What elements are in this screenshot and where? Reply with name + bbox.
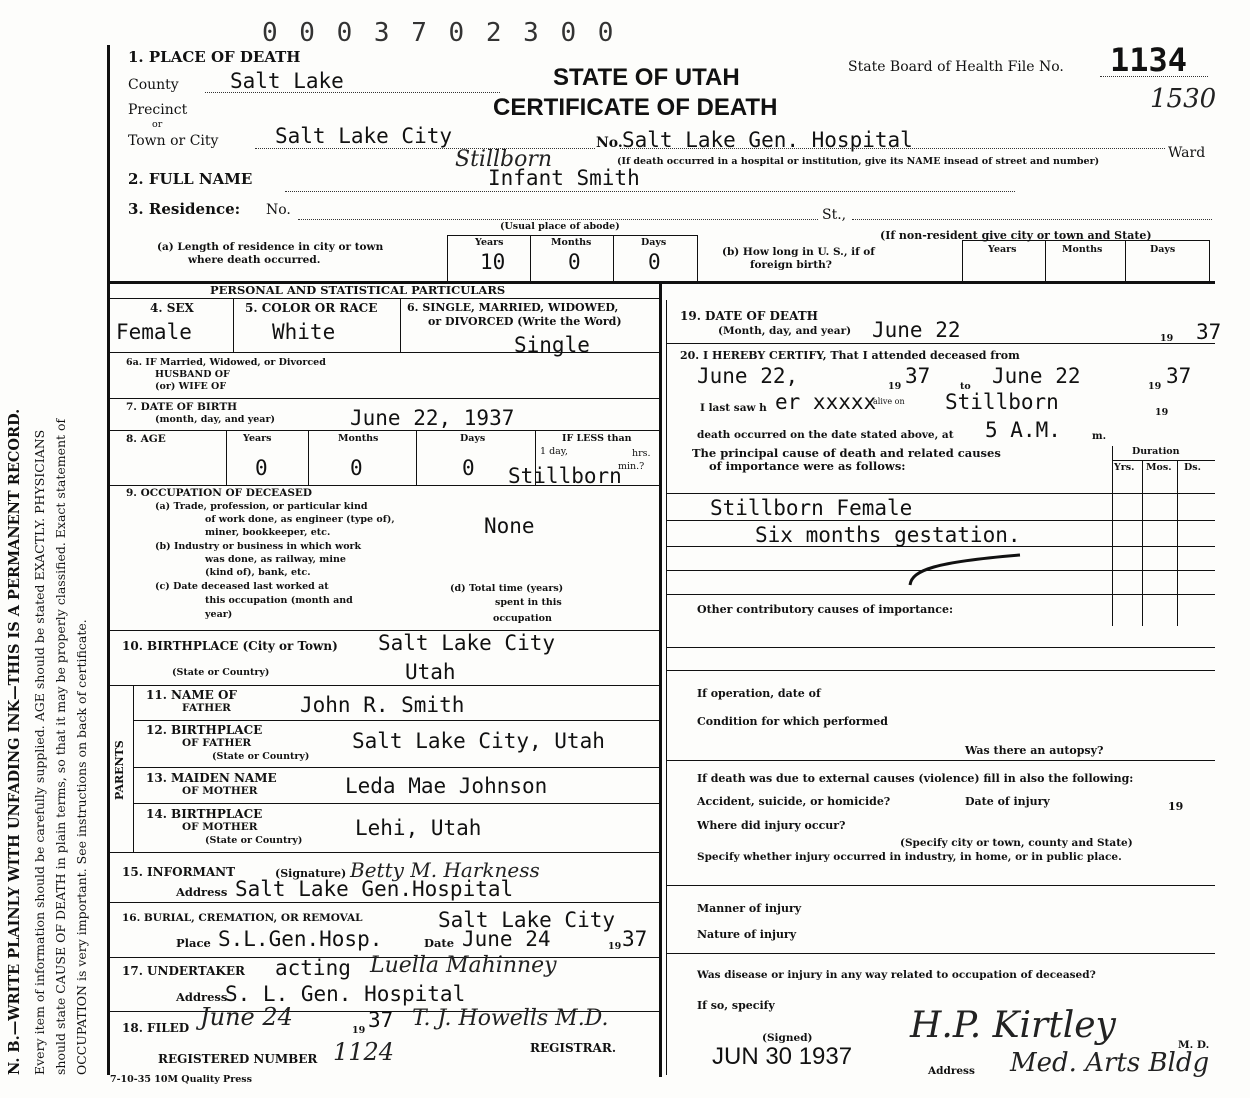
us-months-label: Months [1062,244,1103,255]
birthplace-city: Salt Lake City [378,631,556,655]
registered-number-label: REGISTERED NUMBER [158,1052,318,1066]
disease-label: Was disease or injury in any way related to occupation of deceased? [697,969,1096,981]
town-value: Salt Lake City [275,124,453,148]
father-bp-label-a: 12. BIRTHPLACE [146,723,263,737]
spouse-label-a: 6a. IF Married, Widowed, or Divorced [126,357,326,368]
length-label-a: (a) Length of residence in city or town [157,241,384,253]
res-years-value: 10 [480,250,506,274]
parents-label: PARENTS [113,740,126,800]
registrar-signature: T. J. Howells M.D. [412,1006,609,1031]
us-years-label: Years [988,244,1017,255]
hospital-note: (If death occurred in a hospital or institution, give its NAME insead of street and number) [617,156,1100,167]
undertaker-signature: Luella Mahinney [370,953,557,978]
undertaker-label: 17. UNDERTAKER [122,964,245,978]
age-years-value: 0 [255,456,268,480]
res-days-label: Days [641,237,667,248]
certify-label: 20. I HEREBY CERTIFY, That I attended deceased from [680,349,1020,362]
residence-no-label: No. [266,202,291,218]
us-label-a: (b) How long in U. S., if of [722,246,875,258]
cause-2: Six months gestation. [755,523,1021,547]
less-label-d: min.? [618,461,645,472]
injury-date-label: Date of injury [965,795,1050,808]
dob-label-b: (month, day, and year) [155,414,275,425]
mother-bp-label-b: OF MOTHER [182,821,258,833]
occ-d1: (d) Total time (years) [450,583,564,594]
sidebar-line-3: should state CAUSE OF DEATH in plain terms, so that it may be properly classified. Exact statement of [53,418,68,1075]
attended-to: June 22 [992,364,1081,388]
dod-year: 37 [1196,320,1222,344]
burial-year-prefix: 19 [608,941,622,952]
mos-label: Mos. [1146,462,1172,473]
occupation-label: 9. OCCUPATION OF DECEASED [126,487,313,499]
full-name-value: Infant Smith [488,166,640,190]
age-years-label: Years [243,433,272,444]
mother-bp-label-c: (State or Country) [205,835,303,846]
sidebar-line-4: OCCUPATION is very important. See instructions on back of certificate. [74,619,89,1075]
ward-label: Ward [1168,145,1206,161]
dod-label-b: (Month, day, and year) [718,325,852,337]
age-months-label: Months [338,433,379,444]
attended-from-year: 37 [905,364,931,388]
less-label-c: hrs. [632,448,651,459]
place-section-label: 1. PLACE OF DEATH [128,48,301,66]
occ-b3: (kind of), bank, etc. [205,567,311,578]
spouse-label-c: (or) WIFE OF [155,381,227,392]
nature-label: Nature of injury [697,928,797,941]
physician-address-label: Address [928,1065,975,1077]
informant-address-label: Address [176,885,228,899]
mother-bp-label-a: 14. BIRTHPLACE [146,807,263,821]
signed-date-stamp: JUN 30 1937 [712,1043,853,1070]
race-value: White [272,320,336,344]
yrs-label: Yrs. [1114,462,1135,473]
name-handwritten: Stillborn [455,147,553,172]
mother-label-b: OF MOTHER [182,785,258,797]
injury-year-prefix: 19 [1168,800,1184,813]
to-year-prefix: 19 [1148,381,1162,392]
full-name-label: 2. FULL NAME [128,170,253,188]
occ-a1: (a) Trade, profession, or particular kind [155,501,368,512]
filed-year-prefix: 19 [352,1025,366,1036]
less-label-a: IF LESS than [562,433,632,444]
residence-label: 3. Residence: [128,200,241,218]
alive-label: alive on [873,397,905,406]
informant-signature-label: (Signature) [275,867,347,880]
dod-year-prefix: 19 [1160,333,1174,344]
age-days-value: 0 [462,456,475,480]
res-years-label: Years [475,237,504,248]
informant-label: 15. INFORMANT [122,865,236,879]
burial-date-label: Date [424,936,455,950]
res-months-label: Months [551,237,592,248]
sex-value: Female [116,320,192,344]
other-causes-label: Other contributory causes of importance: [697,603,954,616]
birthplace-state: Utah [405,660,456,684]
occupation-value: None [484,514,535,538]
or-label: or [152,119,163,130]
nonresident-note: (If non-resident give city or town and State) [880,229,1152,242]
mother-label-a: 13. MAIDEN NAME [146,771,277,785]
us-label-b: foreign birth? [750,259,832,271]
undertaker-address-label: Address [176,990,228,1004]
duration-label: Duration [1132,446,1180,457]
less-value: Stillborn [508,464,622,488]
burial-label: 16. BURIAL, CREMATION, OR REMOVAL [122,912,363,924]
age-days-label: Days [460,433,486,444]
us-days-label: Days [1150,244,1176,255]
occ-d3: occupation [493,613,552,624]
marital-label-b: or DIVORCED (Write the Word) [428,315,622,328]
father-bp-value: Salt Lake City, Utah [352,729,605,753]
burial-city: Salt Lake City [438,908,616,932]
physician-signature: H.P. Kirtley [910,1005,1116,1046]
age-months-value: 0 [350,456,363,480]
physician-address: Med. Arts Bldg [1010,1048,1210,1078]
cause-label-b: of importance were as follows: [709,459,906,473]
personal-header: PERSONAL AND STATISTICAL PARTICULARS [210,283,506,297]
age-label: 8. AGE [126,433,166,445]
occ-b1: (b) Industry or business in which work [155,541,362,552]
dod-value: June 22 [872,318,961,342]
father-bp-label-b: OF FATHER [182,737,252,749]
condition-label: Condition for which performed [697,715,888,728]
burial-place: S.L.Gen.Hosp. [218,927,383,951]
mother-value: Leda Mae Johnson [345,774,548,798]
printer-imprint: 7-10-35 10M Quality Press [110,1074,252,1085]
state-title: STATE OF UTAH [553,64,740,91]
occ-b2: was done, as railway, mine [205,554,346,565]
street-label: St., [822,207,847,223]
handwritten-ref: 1530 [1150,84,1217,114]
dob-value: June 22, 1937 [350,406,515,430]
less-label-b: 1 day, [540,446,568,457]
registered-number: 1124 [333,1038,395,1066]
informant-address: Salt Lake Gen.Hospital [235,877,514,901]
burial-place-label: Place [176,936,211,950]
md-label: M. D. [1178,1039,1210,1051]
number-label: No. [596,135,623,151]
precinct-label: Precinct [128,102,188,118]
last-saw-year-prefix: 19 [1155,407,1169,418]
external-label: If death was due to external causes (violence) fill in also the following: [697,772,1134,785]
length-label-b: where death occurred. [188,254,321,266]
town-label: Town or City [128,133,219,149]
last-saw-value: er xxxxx [775,390,877,414]
m-suffix: m. [1092,431,1107,442]
res-days-value: 0 [648,250,661,274]
dod-label-a: 19. DATE OF DEATH [680,309,818,323]
specify-note: (Specify city or town, county and State) [900,837,1133,849]
father-label-a: 11. NAME OF [146,688,237,702]
registrar-label: REGISTRAR. [530,1041,617,1055]
res-months-value: 0 [568,250,581,274]
industry-label: Specify whether injury occurred in industry, in home, or in public place. [697,851,1122,863]
ds-label: Ds. [1184,462,1201,473]
birthplace-state-label: (State or Country) [172,667,270,678]
usual-abode-note: (Usual place of abode) [500,221,620,232]
dob-label-a: 7. DATE OF BIRTH [126,401,238,413]
sex-label: 4. SEX [150,301,194,315]
cause-1: Stillborn Female [710,496,913,520]
marital-label-a: 6. SINGLE, MARRIED, WIDOWED, [407,301,619,314]
father-label-b: FATHER [182,702,231,714]
filed-date: June 24 [200,1003,293,1031]
from-year-prefix: 19 [888,381,902,392]
file-number: 1134 [1110,41,1188,79]
marital-value: Single [514,333,590,357]
manner-label: Manner of injury [697,902,802,915]
sidebar-line-2: Every item of information should be carefully supplied. AGE should be stated EXACTLY. PHYSICIANS [32,429,47,1075]
to-label: to [960,381,971,392]
certificate-title: CERTIFICATE OF DEATH [493,94,778,121]
burial-year: 37 [622,927,648,951]
occ-a2: of work done, as engineer (type of), [205,514,395,525]
occurred-label: death occurred on the date stated above, at [697,429,954,441]
ifso-label: If so, specify [697,999,775,1012]
county-value: Salt Lake [230,69,344,93]
sidebar-line-1: N. B.—WRITE PLAINLY WITH UNFADING INK—THIS IS A PERMANENT RECORD. [6,408,23,1075]
burial-date: June 24 [462,927,551,951]
hospital-value: Salt Lake Gen. Hospital [622,128,913,152]
race-label: 5. COLOR OR RACE [245,301,378,315]
file-label: State Board of Health File No. [848,59,1064,75]
last-saw-date: Stillborn [945,390,1059,414]
signed-label: (Signed) [762,1032,813,1044]
accident-label: Accident, suicide, or homicide? [697,795,891,808]
autopsy-label: Was there an autopsy? [965,744,1104,757]
undertaker-typed: acting [275,956,351,980]
mother-bp-value: Lehi, Utah [355,816,482,840]
occ-d2: spent in this [495,597,562,608]
occ-c3: year) [205,609,233,620]
top-serial-number: 0 0 0 3 7 0 2 3 0 0 [262,18,617,48]
filed-label: 18. FILED [122,1021,190,1035]
undertaker-address: S. L. Gen. Hospital [225,982,466,1006]
attended-from: June 22, [697,364,799,388]
occ-c2: this occupation (month and [205,595,353,606]
father-value: John R. Smith [300,693,465,717]
operation-label: If operation, date of [697,687,821,700]
filed-year: 37 [368,1008,394,1032]
attended-to-year: 37 [1166,364,1192,388]
county-label: County [128,77,179,93]
spouse-label-b: HUSBAND OF [155,369,230,380]
birthplace-label: 10. BIRTHPLACE (City or Town) [122,639,338,653]
where-label: Where did injury occur? [697,819,846,832]
occ-a3: miner, bookkeeper, etc. [205,527,331,538]
death-time: 5 A.M. [985,418,1061,442]
informant-signature: Betty M. Harkness [350,858,540,882]
father-bp-label-c: (State or Country) [212,751,310,762]
cause-label-a: The principal cause of death and related causes [692,446,1001,460]
last-saw-label: I last saw h [700,402,767,414]
occ-c1: (c) Date deceased last worked at [155,581,329,592]
